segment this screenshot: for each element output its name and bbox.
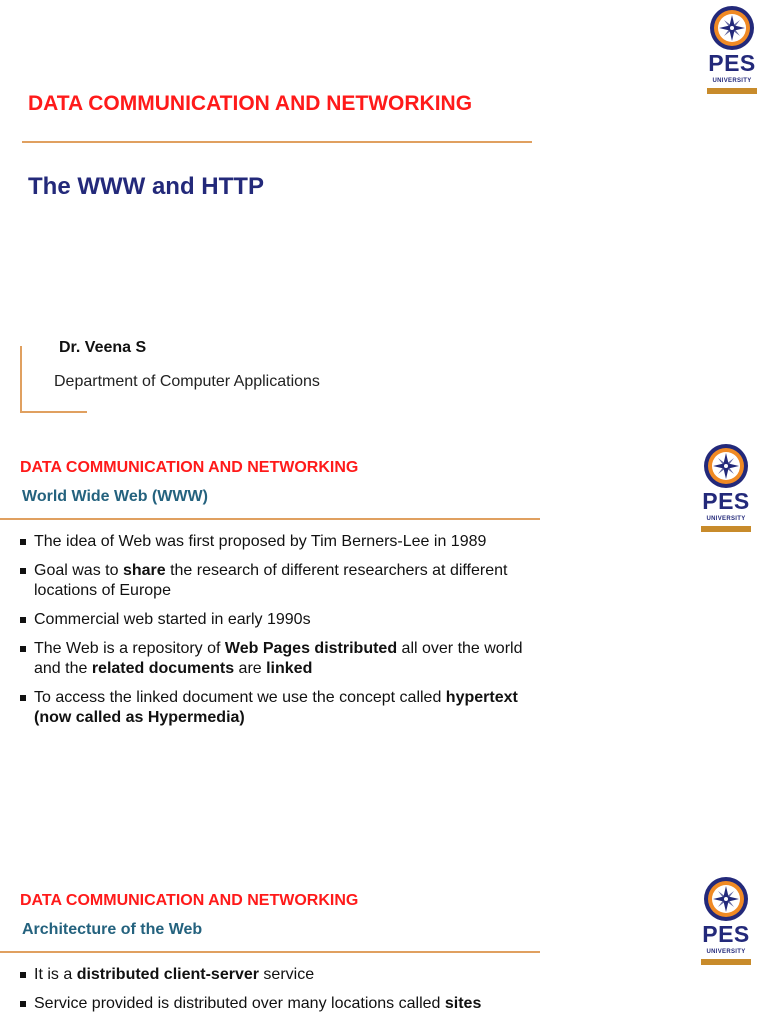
- bullet-text: Commercial web started in early 1990s: [34, 611, 311, 628]
- section-title: World Wide Web (WWW): [22, 488, 208, 505]
- bullet-text-bold: linked: [266, 660, 313, 677]
- course-title: DATA COMMUNICATION AND NETWORKING: [28, 92, 473, 115]
- bullet-list: [18, 965, 542, 1023]
- compass-emblem-icon: [704, 4, 760, 52]
- bullet-text-bold: share: [122, 562, 166, 579]
- title-divider: [22, 141, 532, 143]
- title-slide: [0, 0, 768, 432]
- logo-gold-bar: [707, 88, 757, 94]
- bullet-text: all over the world and the: [34, 640, 523, 677]
- logo-gold-bar: [701, 526, 751, 532]
- pes-university-logo: [698, 875, 754, 969]
- compass-emblem-icon: [698, 875, 754, 923]
- pes-university-logo: [698, 442, 754, 536]
- logo-wordmark: PES: [702, 921, 750, 947]
- bullet-text: The idea of Web was first proposed by Tim Berners-Lee in 1989: [34, 533, 487, 550]
- pes-university-logo: [704, 4, 760, 98]
- bullet-text: Goal was to: [34, 562, 123, 579]
- section-divider: [0, 951, 540, 953]
- bullet-item: [18, 639, 542, 679]
- bullet-item: [18, 532, 542, 552]
- logo-subtitle: UNIVERSITY: [712, 78, 752, 84]
- author-name: Dr. Veena S: [59, 339, 147, 356]
- bullet-text-bold: hypertext (now called as Hypermedia): [34, 689, 518, 726]
- logo-gold-bar: [701, 959, 751, 965]
- bullet-list: [18, 532, 542, 737]
- bullet-text: the research of different researchers at different locations of Europe: [34, 562, 508, 599]
- www-slide: [0, 432, 768, 864]
- course-title: DATA COMMUNICATION AND NETWORKING: [20, 459, 359, 476]
- bullet-item: [18, 561, 542, 601]
- web-architecture-slide: [0, 864, 768, 1024]
- bullet-text-bold: related documents: [91, 660, 235, 677]
- bullet-text: Service provided is distributed over many locations called: [34, 995, 445, 1012]
- bullet-item: [18, 610, 542, 630]
- logo-wordmark: PES: [708, 50, 756, 76]
- logo-subtitle: UNIVERSITY: [706, 949, 746, 955]
- logo-wordmark: PES: [702, 488, 750, 514]
- bullet-text-bold: sites: [444, 995, 482, 1012]
- author-bracket-vertical: [20, 346, 22, 413]
- bullet-text: are: [234, 660, 267, 677]
- section-divider: [0, 518, 540, 520]
- bullet-item: [18, 688, 542, 728]
- bullet-text: To access the linked document we use the concept called: [34, 689, 446, 706]
- bullet-text-bold: Web Pages distributed: [224, 640, 398, 657]
- bullet-text: service: [258, 966, 315, 983]
- topic-title: The WWW and HTTP: [28, 173, 264, 200]
- author-bracket-horizontal: [20, 411, 87, 413]
- department-name: Department of Computer Applications: [54, 373, 320, 390]
- compass-emblem-icon: [698, 442, 754, 490]
- course-title: DATA COMMUNICATION AND NETWORKING: [20, 892, 359, 909]
- bullet-item: [18, 965, 542, 985]
- bullet-text: The Web is a repository of: [34, 640, 225, 657]
- section-title: Architecture of the Web: [22, 921, 203, 938]
- bullet-text-bold: distributed client-server: [76, 966, 259, 983]
- bullet-item: [18, 994, 542, 1014]
- logo-subtitle: UNIVERSITY: [706, 516, 746, 522]
- bullet-text: It is a: [34, 966, 77, 983]
